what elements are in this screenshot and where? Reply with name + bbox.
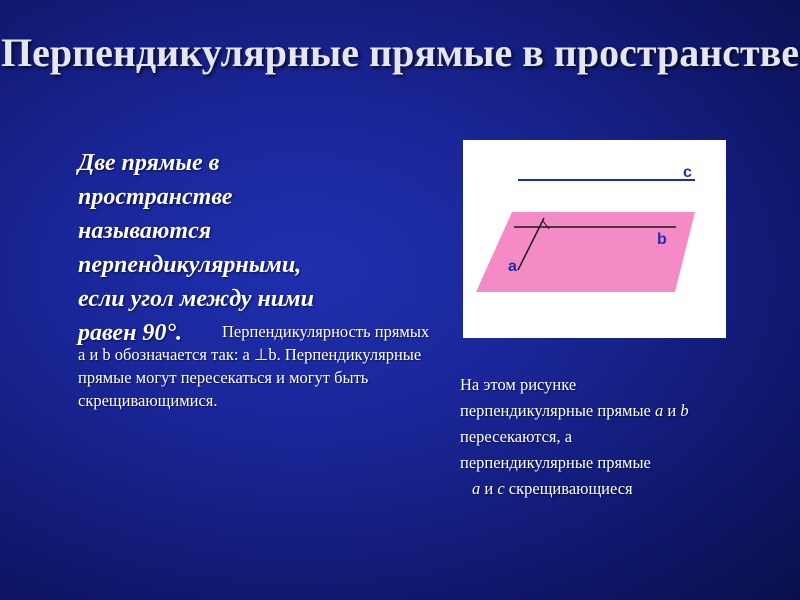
caption-var-c: c (497, 479, 505, 498)
notation-rest: прямых a и b обозначается так: a ⊥b. Перпендикулярные прямые могут пересекаться и могут быть скрещивающимися. (78, 322, 430, 410)
figure-svg (463, 140, 726, 338)
notation-text (78, 320, 438, 412)
caption-end: скрещивающиеся (508, 479, 633, 498)
definition-block (78, 146, 438, 412)
caption-line-2 (460, 398, 780, 424)
label-a: a (508, 258, 517, 275)
figure-caption (460, 372, 780, 502)
caption-var-b: b (680, 401, 689, 420)
caption-and2: и (484, 479, 494, 498)
caption-var-a2: a (472, 479, 481, 498)
perpendicular-lines-figure (463, 140, 726, 338)
caption-line-4: перпендикулярные прямые (460, 453, 651, 472)
caption-text: перпендикулярные прямые (460, 401, 651, 420)
label-c: c (683, 164, 692, 181)
label-b: b (657, 231, 667, 248)
slide-title: Перпендикулярные прямые в пространстве (0, 30, 800, 75)
definition-text: Две прямые в пространстве называются перпендикулярными, если угол между ними равен 90°. (78, 150, 314, 346)
caption-and: и (667, 401, 677, 420)
caption-line-1: На этом рисунке (460, 375, 577, 394)
caption-line-3: пересекаются, а (460, 427, 573, 446)
notation-inline: Перпендикулярность (222, 322, 371, 341)
caption-var-a: a (655, 401, 664, 420)
plane-shape (476, 212, 695, 292)
caption-line-5 (460, 476, 780, 502)
